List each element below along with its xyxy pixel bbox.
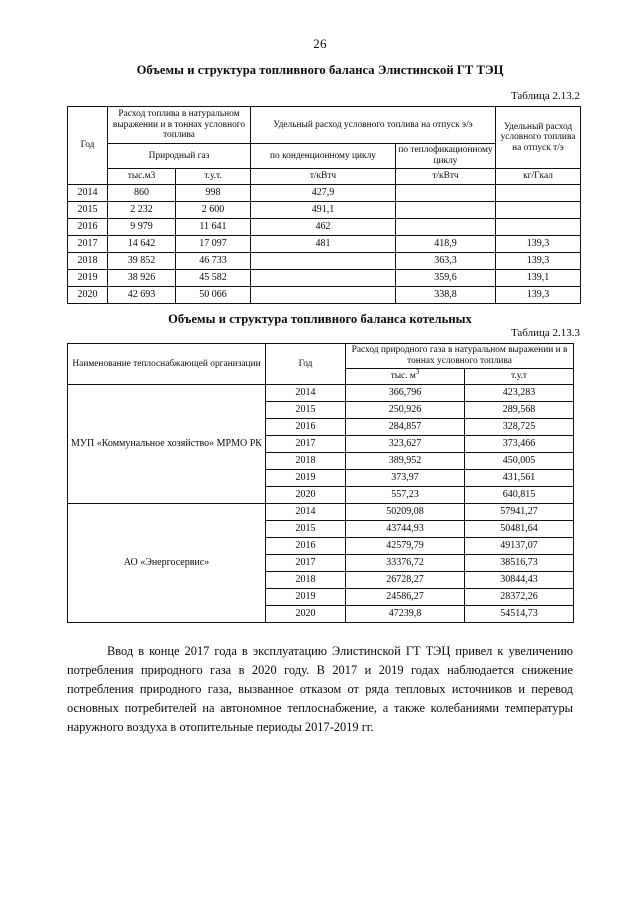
cell-cogeneration: [396, 202, 496, 219]
cell-tut: 38516,73: [465, 555, 574, 572]
th-group-specific-electricity: Удельный расход условного топлива на отпуск э/э: [251, 107, 496, 144]
table-fuel-balance-boiler-houses: [67, 343, 574, 623]
cell-year: 2016: [266, 419, 346, 436]
cell-tut: 57941,27: [465, 504, 574, 521]
table-row: [68, 385, 574, 402]
table-row: [68, 202, 581, 219]
section-title-fuel-balance-tec: Объемы и структура топливного баланса Элистинской ГТ ТЭЦ: [136, 63, 504, 77]
cell-thousand-m3: 42 693: [108, 287, 176, 304]
th-year: Год: [266, 344, 346, 385]
cell-year: 2017: [266, 436, 346, 453]
cell-tut: 11 641: [176, 219, 251, 236]
cell-kg-gcal: 139,3: [496, 236, 581, 253]
cell-tut: 328,725: [465, 419, 574, 436]
cell-year: 2015: [68, 202, 108, 219]
cell-year: 2019: [266, 470, 346, 487]
cell-condensing: [251, 253, 396, 270]
cell-thousand-m3: 366,796: [346, 385, 465, 402]
cell-year: 2018: [68, 253, 108, 270]
cell-year: 2014: [266, 504, 346, 521]
cell-condensing: [251, 270, 396, 287]
body-paragraph: Ввод в конце 2017 года в эксплуатацию Элистинской ГТ ТЭЦ привел к увеличению потребления природного газа в 2020 году. В 2017 и 2019 годах наблюдается снижение потребления природного газа, вызванное отказом от ряда тепловых источников и перевод основных потребителей на автономное теплоснабжение, а также колебаниями температуры наружного воздуха в отопительные периоды 2017-2019 гг.: [67, 644, 573, 734]
cell-thousand-m3: 50209,08: [346, 504, 465, 521]
cell-thousand-m3: 47239,8: [346, 606, 465, 623]
cell-kg-gcal: [496, 202, 581, 219]
cell-thousand-m3: 42579,79: [346, 538, 465, 555]
th-group-specific-heat: Удельный расход условного топлива на отпуск т/э: [496, 107, 581, 169]
cell-thousand-m3: 284,857: [346, 419, 465, 436]
cell-year: 2020: [266, 606, 346, 623]
cell-thousand-m3: 43744,93: [346, 521, 465, 538]
table-row: [68, 253, 581, 270]
cell-tut: 998: [176, 185, 251, 202]
cell-tut: 49137,07: [465, 538, 574, 555]
cell-thousand-m3: 389,952: [346, 453, 465, 470]
table-row: [68, 287, 581, 304]
cell-condensing: [251, 287, 396, 304]
table-caption-2-13-3: Таблица 2.13.3: [510, 327, 580, 339]
cell-tut: 28372,26: [465, 589, 574, 606]
cell-cogeneration: 338,8: [396, 287, 496, 304]
cell-tut: 289,568: [465, 402, 574, 419]
cell-tut: 46 733: [176, 253, 251, 270]
cell-cogeneration: [396, 219, 496, 236]
th-group-natural-consumption: Расход топлива в натуральном выражении и в тоннах условного топлива: [108, 107, 251, 144]
cell-year: 2015: [266, 521, 346, 538]
cell-tut: 30844,43: [465, 572, 574, 589]
cell-tut: 50 066: [176, 287, 251, 304]
cell-year: 2019: [68, 270, 108, 287]
cell-thousand-m3: 373,97: [346, 470, 465, 487]
cell-thousand-m3: 33376,72: [346, 555, 465, 572]
table-row: [68, 504, 574, 521]
cell-thousand-m3: 2 232: [108, 202, 176, 219]
cell-year: 2019: [266, 589, 346, 606]
cell-year: 2015: [266, 402, 346, 419]
cell-condensing: 462: [251, 219, 396, 236]
cell-thousand-m3: 250,926: [346, 402, 465, 419]
section-title-fuel-balance-boilers: Объемы и структура топливного баланса котельных: [168, 312, 472, 326]
page-number: 26: [313, 36, 327, 51]
th-natural-gas: Природный газ: [108, 144, 251, 169]
cell-cogeneration: 359,6: [396, 270, 496, 287]
cell-organization-name: АО «Энергосервис»: [68, 504, 266, 623]
table-row: [68, 219, 581, 236]
cell-organization-name: МУП «Коммунальное хозяйство» МРМО РК: [68, 385, 266, 504]
th-year: Год: [68, 107, 108, 185]
cell-thousand-m3: 9 979: [108, 219, 176, 236]
cell-year: 2014: [266, 385, 346, 402]
cell-thousand-m3: 323,627: [346, 436, 465, 453]
cell-thousand-m3: 26728,27: [346, 572, 465, 589]
cell-year: 2018: [266, 453, 346, 470]
cell-year: 2017: [266, 555, 346, 572]
cell-kg-gcal: 139,3: [496, 253, 581, 270]
table-1-head: [68, 107, 581, 185]
cell-tut: 54514,73: [465, 606, 574, 623]
cell-tut: 450,005: [465, 453, 574, 470]
th-unit-thousand-m3: тыс. $м^3$: [346, 369, 465, 385]
cell-kg-gcal: [496, 219, 581, 236]
cell-thousand-m3: 38 926: [108, 270, 176, 287]
cell-thousand-m3: 24586,27: [346, 589, 465, 606]
cell-tut: 50481,64: [465, 521, 574, 538]
cell-thousand-m3: 14 642: [108, 236, 176, 253]
cell-year: 2018: [266, 572, 346, 589]
table-2-head: [68, 344, 574, 385]
cell-cogeneration: 363,3: [396, 253, 496, 270]
cell-tut: 423,283: [465, 385, 574, 402]
cell-tut: 17 097: [176, 236, 251, 253]
cell-year: 2016: [68, 219, 108, 236]
table-fuel-balance-elista-gt-tec: [67, 106, 581, 304]
cell-tut: 2 600: [176, 202, 251, 219]
cell-tut: 373,466: [465, 436, 574, 453]
table-row: [68, 236, 581, 253]
cell-year: 2017: [68, 236, 108, 253]
cell-condensing: 491,1: [251, 202, 396, 219]
cell-kg-gcal: 139,1: [496, 270, 581, 287]
cell-year: 2014: [68, 185, 108, 202]
cell-tut: 45 582: [176, 270, 251, 287]
th-cogeneration-cycle: по теплофикационному циклу: [396, 144, 496, 169]
table-2-body: [68, 385, 574, 623]
cell-condensing: 427,9: [251, 185, 396, 202]
th-unit-tut: т.у.т: [465, 369, 574, 385]
cell-thousand-m3: 557,23: [346, 487, 465, 504]
th-unit-tut: т.у.т.: [176, 169, 251, 185]
table-1-body: [68, 185, 581, 304]
cell-tut: 431,561: [465, 470, 574, 487]
cell-cogeneration: [396, 185, 496, 202]
cell-year: 2016: [266, 538, 346, 555]
cell-thousand-m3: 39 852: [108, 253, 176, 270]
cell-tut: 640,815: [465, 487, 574, 504]
cell-kg-gcal: 139,3: [496, 287, 581, 304]
th-group-natural-gas-consumption: Расход природного газа в натуральном выражении и в тоннах условного топлива: [346, 344, 574, 369]
cell-year: 2020: [68, 287, 108, 304]
table-row: [68, 270, 581, 287]
th-unit-g-per-kwh-cogeneration: т/кВтч: [396, 169, 496, 185]
th-unit-kg-per-gcal: кг/Гкал: [496, 169, 581, 185]
table-row: [68, 185, 581, 202]
th-unit-thousand-m3: тыс.м3: [108, 169, 176, 185]
th-organization-name: Наименование теплоснабжающей организации: [68, 344, 266, 385]
cell-kg-gcal: [496, 185, 581, 202]
cell-condensing: 481: [251, 236, 396, 253]
cell-cogeneration: 418,9: [396, 236, 496, 253]
th-condensing-cycle: по конденционному циклу: [251, 144, 396, 169]
cell-thousand-m3: 860: [108, 185, 176, 202]
table-caption-2-13-2: Таблица 2.13.2: [510, 90, 580, 102]
cell-year: 2020: [266, 487, 346, 504]
th-unit-g-per-kwh-condensing: т/кВтч: [251, 169, 396, 185]
superscript-three: 3: [415, 368, 420, 377]
